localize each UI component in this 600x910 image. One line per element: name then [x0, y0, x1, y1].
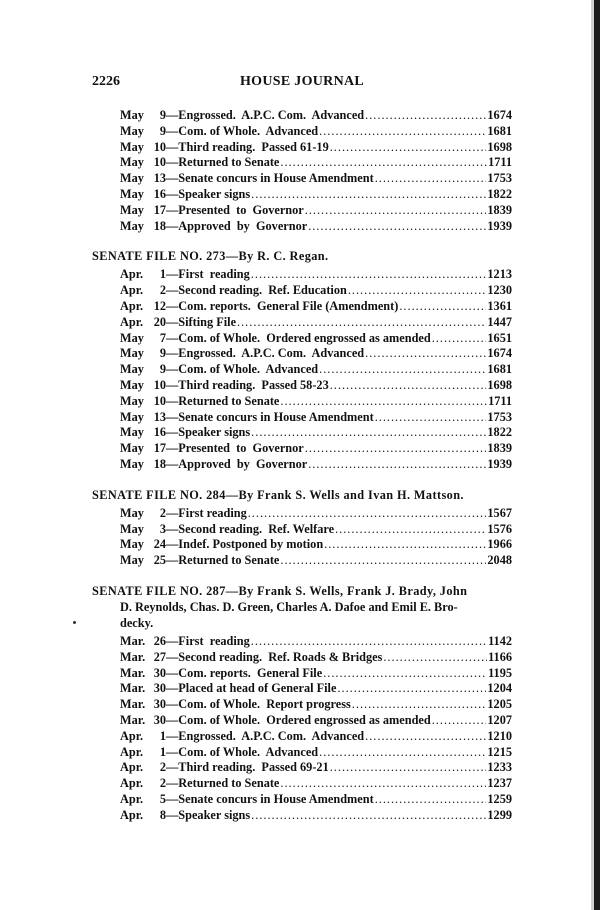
entry-row — [120, 713, 512, 729]
entry-description: —Third reading. Passed 61-19 — [166, 139, 329, 154]
entry-description: —Com. of Whole. Advanced — [166, 744, 319, 759]
entry-row — [120, 362, 512, 378]
entry-day: 12 — [153, 298, 166, 313]
entry-row — [120, 203, 512, 219]
dot-leader — [251, 267, 487, 283]
entry-page-number: 1681 — [487, 123, 512, 138]
entry-row — [120, 808, 512, 824]
entry-list — [120, 506, 512, 569]
entry-month: Mar. — [120, 697, 146, 712]
entry-day: 10 — [153, 139, 166, 154]
entry-row — [120, 283, 512, 299]
entry-month: Apr. — [120, 314, 144, 329]
entry-row — [120, 171, 512, 187]
entry-row — [120, 267, 512, 283]
entry-month: Mar. — [120, 681, 146, 696]
entry-month: May — [120, 171, 144, 186]
entry-page-number: 1299 — [487, 807, 512, 822]
entry-page-number: 1681 — [487, 362, 512, 377]
entry-day: 10 — [153, 393, 166, 408]
dot-leader — [319, 362, 486, 378]
entry-description: —Approved by Governor — [166, 218, 308, 233]
entry-description: —Com. of Whole. Ordered engrossed as amended — [166, 330, 431, 345]
entry-month: May — [120, 441, 144, 456]
entry-month: May — [120, 155, 144, 170]
entry-month: May — [120, 393, 144, 408]
dot-leader — [323, 666, 487, 682]
dot-leader — [375, 410, 487, 426]
entry-row — [120, 792, 512, 808]
entry-day: 30 — [153, 697, 166, 712]
entry-month: May — [120, 123, 144, 138]
page-number: 2226 — [92, 74, 120, 89]
entry-row — [120, 441, 512, 457]
entry-month: Apr. — [120, 298, 144, 313]
entry-row — [120, 410, 512, 426]
entry-month: May — [120, 409, 144, 424]
page-edge — [594, 0, 600, 910]
entry-day: 13 — [153, 409, 166, 424]
dot-leader — [337, 681, 486, 697]
entry-row — [120, 140, 512, 156]
entry-day: 1 — [159, 744, 166, 759]
entry-page-number: 1698 — [487, 139, 512, 154]
entry-page-number: 1711 — [488, 155, 512, 170]
entry-month: Apr. — [120, 760, 144, 775]
entry-row — [120, 299, 512, 315]
entry-description: —First reading — [166, 505, 247, 520]
entry-page-number: 1822 — [487, 425, 512, 440]
entry-description: —Presented to Governor — [166, 202, 304, 217]
entry-day: 17 — [153, 441, 166, 456]
entry-page-number: 1259 — [487, 791, 512, 806]
entry-list — [120, 108, 512, 234]
entry-month: Apr. — [120, 776, 144, 791]
entry-day: 16 — [153, 425, 166, 440]
entry-row — [120, 219, 512, 235]
entry-day: 1 — [159, 728, 166, 743]
entry-page-number: 1233 — [487, 760, 512, 775]
entry-row — [120, 378, 512, 394]
entry-page-number: 1166 — [488, 649, 512, 664]
entry-day: 1 — [159, 267, 166, 282]
entry-day: 9 — [159, 108, 166, 122]
entry-page-number: 1753 — [487, 409, 512, 424]
dot-leader — [330, 140, 487, 156]
entry-day: 30 — [153, 681, 166, 696]
entry-description: —Second reading. Ref. Roads & Bridges — [166, 649, 383, 664]
senate-file-section — [92, 248, 512, 472]
entry-month: May — [120, 521, 144, 536]
entry-month: May — [120, 537, 144, 552]
entry-description: —Returned to Senate — [166, 155, 280, 170]
entry-row — [120, 745, 512, 761]
entry-page-number: 1142 — [488, 633, 512, 648]
dot-leader — [305, 441, 487, 457]
entry-day: 30 — [153, 665, 166, 680]
entry-page-number: 1674 — [487, 346, 512, 361]
dot-leader — [365, 346, 486, 362]
entry-description: —First reading — [166, 267, 250, 282]
entry-page-number: 1361 — [487, 298, 512, 313]
dot-leader — [432, 713, 487, 729]
entry-row — [120, 697, 512, 713]
dot-leader — [324, 537, 486, 553]
entry-description: —Com. of Whole. Advanced — [166, 123, 319, 138]
entry-day: 17 — [153, 202, 166, 217]
dot-leader — [365, 729, 486, 745]
entry-month: Apr. — [120, 267, 144, 282]
entry-day: 2 — [159, 760, 166, 775]
dot-leader — [251, 425, 486, 441]
entry-page-number: 1576 — [487, 521, 512, 536]
entry-description: —Placed at head of General File — [166, 681, 337, 696]
entry-description: —Com. of Whole. Ordered engrossed as amended — [166, 712, 431, 727]
entry-day: 9 — [159, 362, 166, 377]
entry-row — [120, 553, 512, 569]
entry-description: —Speaker signs — [166, 425, 251, 440]
entry-page-number: 1210 — [487, 728, 512, 743]
entry-day: 27 — [153, 649, 166, 664]
dot-leader — [319, 745, 486, 761]
entry-description: —Sifting File — [166, 314, 237, 329]
entry-month: May — [120, 553, 144, 568]
entry-description: —Third reading. Passed 69-21 — [166, 760, 329, 775]
entry-day: 16 — [153, 186, 166, 201]
entry-month: May — [120, 425, 144, 440]
entry-row — [120, 124, 512, 140]
entry-month: Apr. — [120, 744, 144, 759]
entry-row — [120, 108, 512, 124]
dot-leader — [335, 522, 486, 538]
entry-row — [120, 776, 512, 792]
dot-leader — [330, 378, 487, 394]
entry-row — [120, 522, 512, 538]
entry-description: —Returned to Senate — [166, 553, 280, 568]
entry-row — [120, 457, 512, 473]
entry-row — [120, 425, 512, 441]
entry-page-number: 1839 — [487, 441, 512, 456]
dot-leader — [383, 650, 487, 666]
entry-month: May — [120, 377, 144, 392]
entry-row — [120, 346, 512, 362]
entry-list — [120, 267, 512, 472]
entry-page-number: 1215 — [487, 744, 512, 759]
entry-page-number: 1939 — [487, 456, 512, 471]
entry-page-number: 2048 — [487, 553, 512, 568]
dot-leader — [248, 506, 487, 522]
entry-month: Mar. — [120, 649, 146, 664]
journal-index — [92, 108, 512, 823]
dot-leader — [330, 760, 487, 776]
entry-row — [120, 506, 512, 522]
entry-row — [120, 634, 512, 650]
journal-title: HOUSE JOURNAL — [239, 74, 365, 89]
entry-page-number: 1651 — [487, 330, 512, 345]
entry-page-number: 1237 — [487, 776, 512, 791]
entry-page-number: 1674 — [487, 108, 512, 122]
entry-month: Mar. — [120, 665, 146, 680]
entry-day: 9 — [159, 346, 166, 361]
entry-month: May — [120, 186, 144, 201]
entry-page-number: 1711 — [488, 393, 512, 408]
entry-day: 2 — [159, 776, 166, 791]
entry-row — [120, 666, 512, 682]
entry-day: 24 — [153, 537, 166, 552]
entry-description: —Com. reports. General File (Amendment) — [166, 298, 399, 313]
entry-month: May — [120, 108, 144, 122]
entry-day: 30 — [153, 712, 166, 727]
entry-row — [120, 331, 512, 347]
entry-month: May — [120, 456, 144, 471]
entry-description: —Indef. Postponed by motion — [166, 537, 324, 552]
entry-row — [120, 650, 512, 666]
entry-description: —Returned to Senate — [166, 393, 280, 408]
entry-month: Apr. — [120, 807, 144, 822]
entry-description: —Approved by Governor — [166, 456, 308, 471]
senate-file-section — [92, 487, 512, 569]
section-heading — [92, 583, 512, 631]
dot-leader — [280, 553, 486, 569]
dot-leader — [375, 171, 487, 187]
entry-day: 10 — [153, 155, 166, 170]
entry-day: 5 — [159, 791, 166, 806]
margin-mark — [73, 621, 76, 624]
entry-day: 26 — [153, 633, 166, 648]
entry-page-number: 1195 — [488, 665, 512, 680]
entry-page-number: 1447 — [487, 314, 512, 329]
entry-description: —Engrossed. A.P.C. Com. Advanced — [166, 346, 365, 361]
section-heading-text: SENATE FILE NO. 287—By Frank S. Wells, Frank J. Brady, John — [92, 583, 468, 598]
entry-month: May — [120, 218, 144, 233]
entry-row — [120, 187, 512, 203]
dot-leader — [280, 776, 486, 792]
section-heading-continuation: D. Reynolds, Chas. D. Green, Charles A. Dafoe and Emil E. Bro- decky. — [120, 599, 458, 630]
entry-page-number: 1213 — [487, 267, 512, 282]
dot-leader — [308, 219, 486, 235]
dot-leader — [251, 808, 486, 824]
entry-description: —Senate concurs in House Amendment — [166, 409, 374, 424]
entry-description: —Senate concurs in House Amendment — [166, 171, 374, 186]
entry-month: Apr. — [120, 728, 144, 743]
entry-row — [120, 760, 512, 776]
entry-row — [120, 315, 512, 331]
entry-page-number: 1205 — [487, 697, 512, 712]
entry-row — [120, 155, 512, 171]
dot-leader — [237, 315, 486, 331]
section-heading-text: SENATE FILE NO. 273—By R. C. Regan. — [92, 249, 329, 264]
entry-month: May — [120, 346, 144, 361]
entry-description: —Third reading. Passed 58-23 — [166, 377, 329, 392]
entry-month: May — [120, 139, 144, 154]
senate-file-section — [92, 583, 512, 824]
entry-page-number: 1753 — [487, 171, 512, 186]
dot-leader — [251, 187, 486, 203]
entry-page-number: 1822 — [487, 186, 512, 201]
entry-month: Apr. — [120, 283, 144, 298]
entry-month: May — [120, 362, 144, 377]
entry-page-number: 1966 — [487, 537, 512, 552]
entry-page-number: 1207 — [487, 712, 512, 727]
entry-row — [120, 537, 512, 553]
entry-description: —Returned to Senate — [166, 776, 280, 791]
entry-month: May — [120, 202, 144, 217]
entry-row — [120, 729, 512, 745]
dot-leader — [280, 155, 487, 171]
entry-month: May — [120, 330, 144, 345]
entry-day: 18 — [153, 218, 166, 233]
dot-leader — [308, 457, 486, 473]
entry-description: —Engrossed. A.P.C. Com. Advanced — [166, 108, 365, 122]
dot-leader — [399, 299, 486, 315]
entry-month: Apr. — [120, 791, 144, 806]
dot-leader — [251, 634, 487, 650]
entry-month: Mar. — [120, 633, 146, 648]
entry-description: —Com. of Whole. Report progress — [166, 697, 351, 712]
dot-leader — [352, 697, 487, 713]
entry-description: —Com. reports. General File — [166, 665, 323, 680]
dot-leader — [280, 394, 487, 410]
entry-day: 10 — [153, 377, 166, 392]
dot-leader — [348, 283, 487, 299]
entry-day: 20 — [153, 314, 166, 329]
section-heading-text: SENATE FILE NO. 284—By Frank S. Wells and Ivan H. Mattson. — [92, 487, 464, 502]
entry-page-number: 1698 — [487, 377, 512, 392]
dot-leader — [319, 124, 486, 140]
entry-description: —Second reading. Ref. Education — [166, 283, 347, 298]
entry-day: 9 — [159, 123, 166, 138]
entry-page-number: 1567 — [487, 505, 512, 520]
entry-row — [120, 681, 512, 697]
entry-description: —Speaker signs — [166, 807, 251, 822]
entry-page-number: 1839 — [487, 202, 512, 217]
senate-file-section — [92, 108, 512, 234]
dot-leader — [375, 792, 487, 808]
entry-row — [120, 394, 512, 410]
entry-description: —Engrossed. A.P.C. Com. Advanced — [166, 728, 365, 743]
dot-leader — [432, 331, 487, 347]
entry-description: —First reading — [166, 633, 250, 648]
entry-month: Mar. — [120, 712, 146, 727]
entry-list — [120, 634, 512, 824]
entry-day: 18 — [153, 456, 166, 471]
entry-page-number: 1939 — [487, 218, 512, 233]
entry-month: May — [120, 505, 144, 520]
section-heading — [92, 248, 512, 264]
entry-day: 8 — [159, 807, 166, 822]
dot-leader — [365, 108, 486, 124]
entry-description: —Presented to Governor — [166, 441, 304, 456]
entry-day: 2 — [159, 283, 166, 298]
entry-day: 13 — [153, 171, 166, 186]
entry-day: 7 — [159, 330, 166, 345]
entry-page-number: 1230 — [487, 283, 512, 298]
entry-page-number: 1204 — [487, 681, 512, 696]
entry-description: —Senate concurs in House Amendment — [166, 791, 374, 806]
page-header — [92, 74, 512, 94]
entry-description: —Speaker signs — [166, 186, 251, 201]
dot-leader — [305, 203, 487, 219]
entry-description: —Second reading. Ref. Welfare — [166, 521, 335, 536]
entry-day: 25 — [153, 553, 166, 568]
entry-description: —Com. of Whole. Advanced — [166, 362, 319, 377]
entry-day: 2 — [159, 505, 166, 520]
section-heading — [92, 487, 512, 503]
entry-day: 3 — [159, 521, 166, 536]
